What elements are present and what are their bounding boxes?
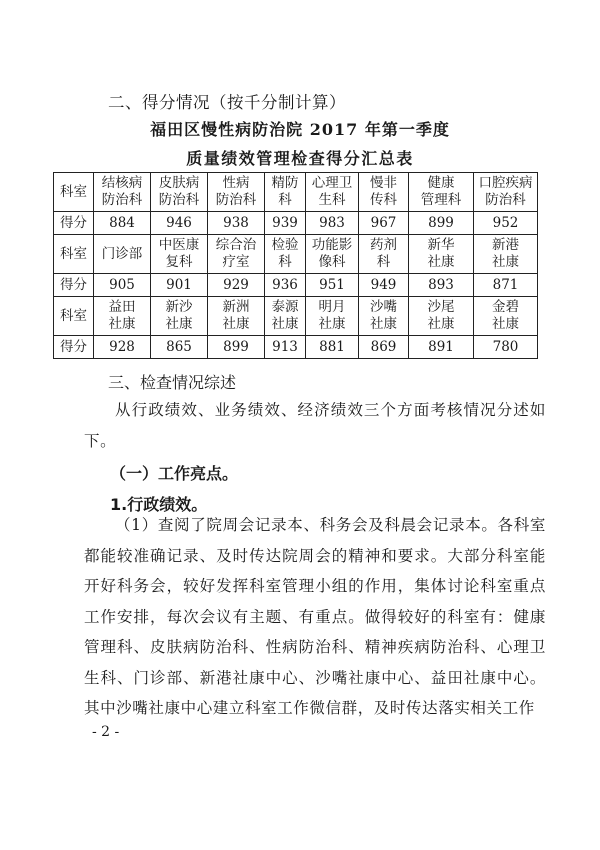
dept-cell: 金碧 社康	[474, 297, 538, 336]
score-cell: 891	[409, 336, 474, 359]
score-cell: 901	[151, 274, 208, 297]
score-cell: 936	[265, 274, 306, 297]
dept-cell: 口腔疾病 防治科	[474, 173, 538, 212]
score-cell: 899	[208, 336, 265, 359]
dept-cell: 结核病 防治科	[94, 173, 151, 212]
score-cell: 939	[265, 212, 306, 235]
score-row	[54, 336, 538, 359]
subheading-work-highlights: （一）工作亮点。	[110, 464, 239, 483]
score-cell: 871	[474, 274, 538, 297]
score-summary-table	[53, 172, 538, 359]
dept-cell: 新洲 社康	[208, 297, 265, 336]
score-cell: 946	[151, 212, 208, 235]
section-3-heading: 三、检查情况综述	[108, 373, 237, 392]
score-cell: 938	[208, 212, 265, 235]
dept-cell: 新华 社康	[409, 235, 474, 274]
score-row	[54, 212, 538, 235]
dept-cell: 功能影 像科	[306, 235, 359, 274]
score-cell: 780	[474, 336, 538, 359]
score-cell: 905	[94, 274, 151, 297]
score-cell: 967	[359, 212, 409, 235]
dept-cell: 沙嘴 社康	[359, 297, 409, 336]
score-cell: 928	[94, 336, 151, 359]
score-row-label: 得分	[54, 274, 94, 297]
dept-cell: 精防 科	[265, 173, 306, 212]
dept-row-label: 科室	[54, 235, 94, 274]
score-row-label: 得分	[54, 212, 94, 235]
dept-cell: 沙尾 社康	[409, 297, 474, 336]
score-cell: 881	[306, 336, 359, 359]
dept-cell: 皮肤病 防治科	[151, 173, 208, 212]
dept-cell: 检验 科	[265, 235, 306, 274]
dept-cell: 健康 管理科	[409, 173, 474, 212]
score-cell: 949	[359, 274, 409, 297]
intro-paragraph: 从行政绩效、业务绩效、经济绩效三个方面考核情况分述如下。	[84, 401, 546, 450]
dept-cell: 慢非 传科	[359, 173, 409, 212]
score-row	[54, 274, 538, 297]
dept-cell: 药剂 科	[359, 235, 409, 274]
dept-cell: 益田 社康	[94, 297, 151, 336]
table-title-line-1: 福田区慢性病防治院 2017 年第一季度	[150, 120, 450, 139]
dept-row	[54, 297, 538, 336]
score-cell: 913	[265, 336, 306, 359]
dept-row	[54, 173, 538, 212]
dept-cell: 泰源 社康	[265, 297, 306, 336]
table-title-line-2: 质量绩效管理检查得分汇总表	[186, 149, 414, 168]
dept-cell: 中医康 复科	[151, 235, 208, 274]
score-cell: 893	[409, 274, 474, 297]
subheading-admin-performance: 1.行政绩效。	[110, 495, 208, 514]
score-cell: 899	[409, 212, 474, 235]
page-number: - 2 -	[92, 724, 120, 740]
score-cell: 951	[306, 274, 359, 297]
dept-cell: 心理卫 生科	[306, 173, 359, 212]
dept-cell: 新港 社康	[474, 235, 538, 274]
dept-cell: 门诊部	[94, 235, 151, 274]
dept-row-label: 科室	[54, 297, 94, 336]
dept-row	[54, 235, 538, 274]
dept-row-label: 科室	[54, 173, 94, 212]
dept-cell: 明月 社康	[306, 297, 359, 336]
score-cell: 865	[151, 336, 208, 359]
dept-cell: 综合治 疗室	[208, 235, 265, 274]
score-cell: 983	[306, 212, 359, 235]
score-row-label: 得分	[54, 336, 94, 359]
section-2-heading: 二、得分情况（按千分制计算）	[108, 93, 346, 112]
dept-cell: 新沙 社康	[151, 297, 208, 336]
body-paragraph: （1）查阅了院周会记录本、科务会及科晨会记录本。各科室都能较准确记录、及时传达院周会的精神和要求。大部分科室能开好科务会，较好发挥科室管理小组的作用，集体讨论科室重点工作安排，每次会议有主题、有重点。做得较好的科室有：健康管理科、皮肤病防治科、性病防治科、精神疾病防治科、心理卫生科、门诊部、新港社康中心、沙嘴社康中心、益田社康中心。其中沙嘴社康中心建立科室工作微信群，及时传达落实相关工作	[84, 516, 546, 717]
score-cell: 929	[208, 274, 265, 297]
score-cell: 869	[359, 336, 409, 359]
score-cell: 952	[474, 212, 538, 235]
dept-cell: 性病 防治科	[208, 173, 265, 212]
score-cell: 884	[94, 212, 151, 235]
